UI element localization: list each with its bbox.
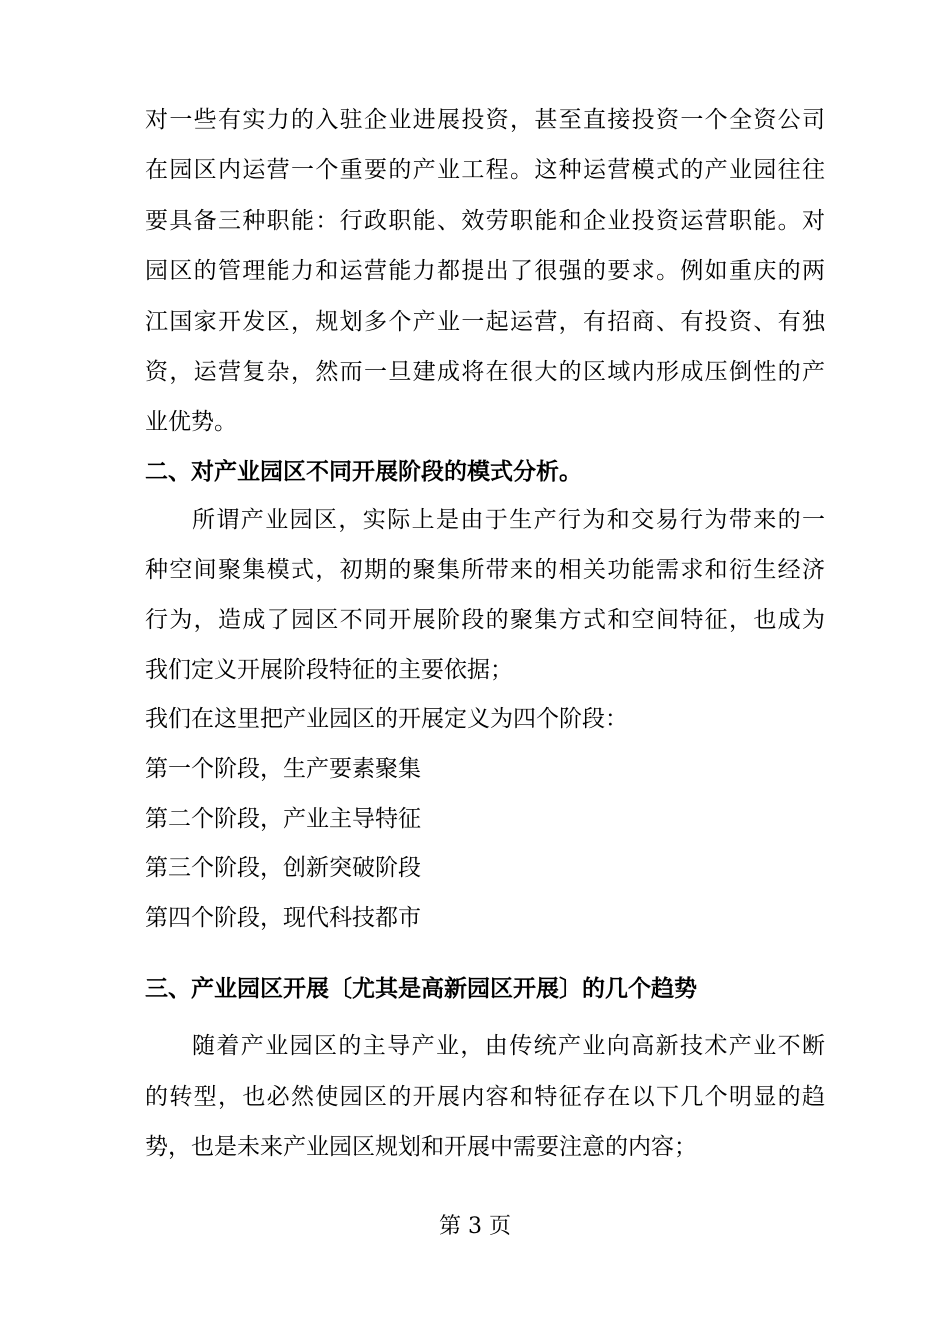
paragraph-line: 势，也是未来产业园区规划和开展中需要注意的内容；: [145, 1134, 697, 1160]
stage-item: 第三个阶段，创新突破阶段: [145, 855, 421, 881]
paragraph-line: 业优势。: [145, 409, 237, 435]
stages-intro: 我们在这里把产业园区的开展定义为四个阶段：: [145, 706, 628, 732]
section-heading: 二、对产业园区不同开展阶段的模式分析。: [145, 458, 582, 485]
paragraph-line: 园区的管理能力和运营能力都提出了很强的要求。例如重庆的两: [145, 258, 825, 284]
paragraph-line: 在园区内运营一个重要的产业工程。这种运营模式的产业园往往: [145, 157, 825, 183]
paragraph-line: 随着产业园区的主导产业，由传统产业向高新技术产业不断: [192, 1033, 825, 1059]
stage-item: 第一个阶段，生产要素聚集: [145, 756, 421, 782]
paragraph-line: 对一些有实力的入驻企业进展投资，甚至直接投资一个全资公司: [145, 107, 825, 133]
paragraph-line: 资，运营复杂，然而一旦建成将在很大的区域内形成压倒性的产: [145, 359, 825, 385]
paragraph-line: 我们定义开展阶段特征的主要依据；: [145, 657, 513, 683]
paragraph-line: 行为，造成了园区不同开展阶段的聚集方式和空间特征，也成为: [145, 607, 825, 633]
paragraph-line: 江国家开发区，规划多个产业一起运营，有招商、有投资、有独: [145, 309, 825, 335]
section-heading: 三、产业园区开展〔尤其是高新园区开展〕的几个趋势: [145, 975, 697, 1002]
paragraph-line: 的转型，也必然使园区的开展内容和特征存在以下几个明显的趋: [145, 1084, 825, 1110]
stage-item: 第二个阶段，产业主导特征: [145, 806, 421, 832]
paragraph-line: 所谓产业园区，实际上是由于生产行为和交易行为带来的一: [192, 507, 825, 533]
stage-item: 第四个阶段，现代科技都市: [145, 905, 421, 931]
page-number: 第 3 页: [439, 1214, 511, 1239]
paragraph-line: 要具备三种职能：行政职能、效劳职能和企业投资运营职能。对: [145, 208, 825, 234]
paragraph-line: 种空间聚集模式，初期的聚集所带来的相关功能需求和衍生经济: [145, 557, 825, 583]
